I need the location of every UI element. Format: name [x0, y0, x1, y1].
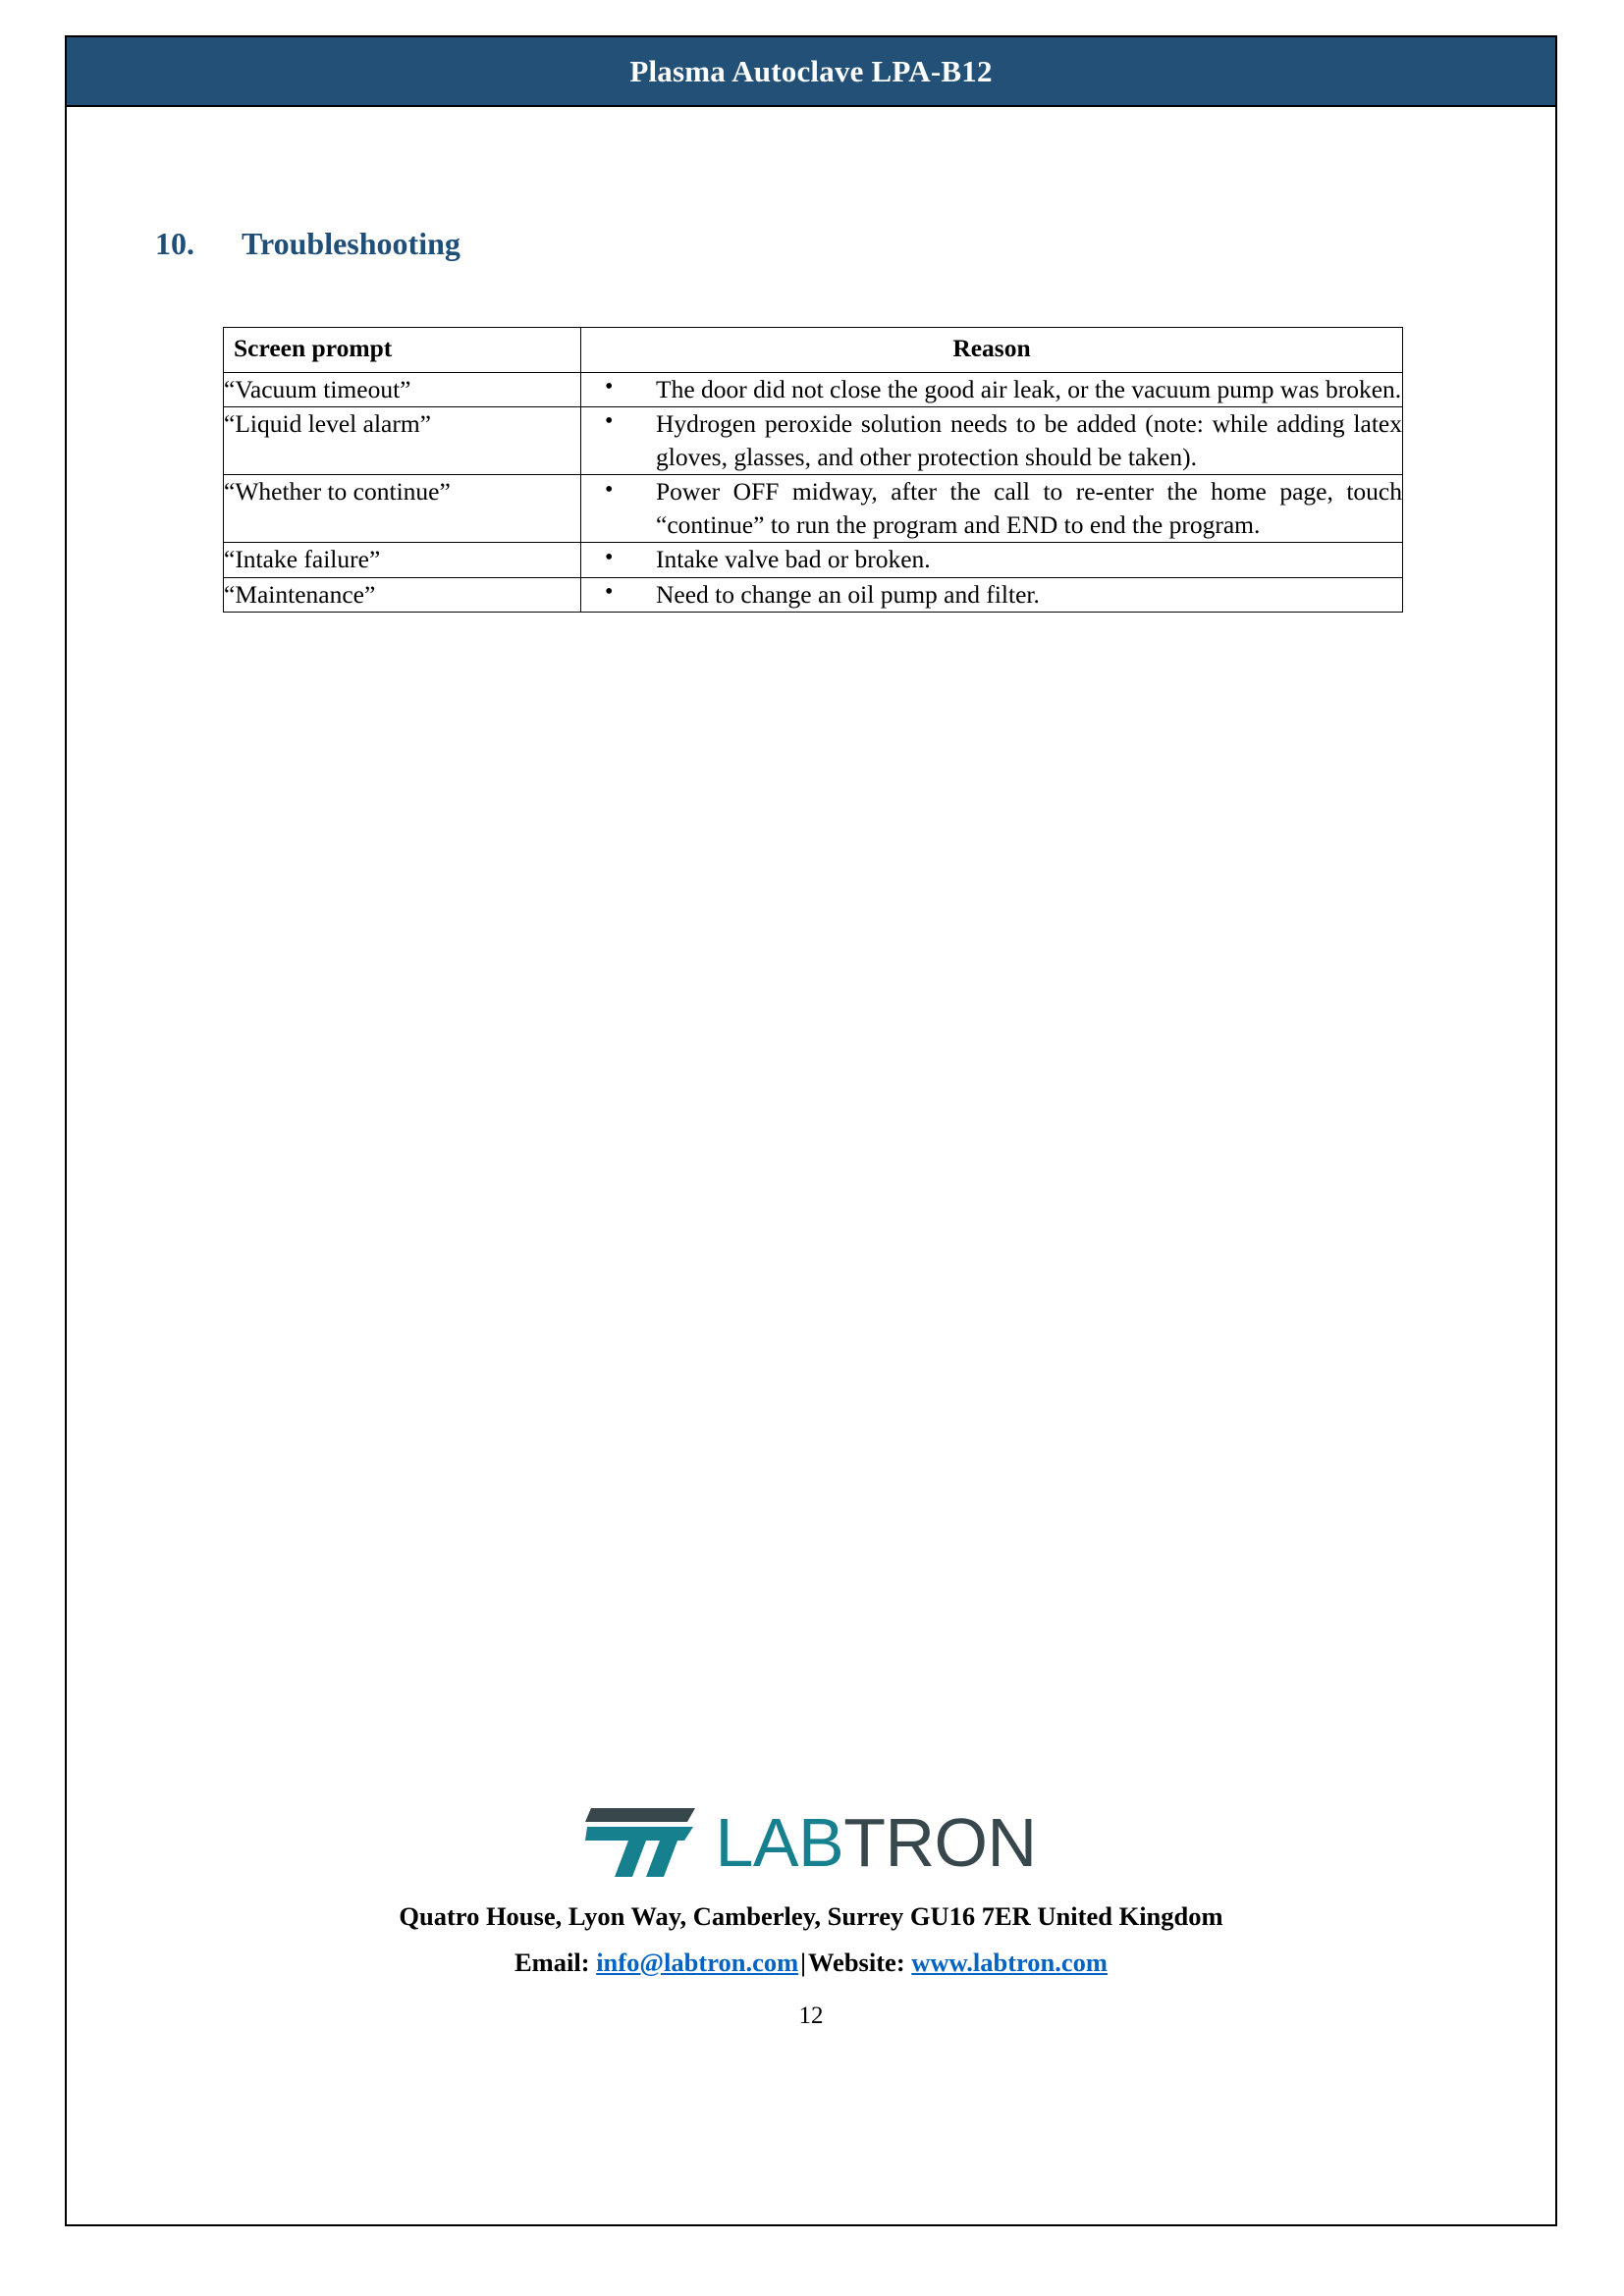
logo-text-tron: TRON — [843, 1804, 1037, 1881]
table-body — [224, 372, 1403, 612]
email-label: Email: — [514, 1947, 590, 1977]
reason-item: • Intake valve bad or broken. — [581, 543, 1402, 576]
page-content — [67, 107, 1555, 2224]
cell-reason — [581, 577, 1403, 612]
cell-reason — [581, 372, 1403, 406]
table-row — [224, 406, 1403, 474]
cell-screen-prompt: “Whether to continue” — [224, 475, 581, 543]
page-header-band — [67, 37, 1555, 107]
contact-separator: | — [800, 1947, 807, 1977]
reason-list — [581, 407, 1402, 474]
labtron-logo — [67, 1795, 1555, 1890]
reason-item: • Need to change an oil pump and filter. — [581, 578, 1402, 612]
logo-text-lab: LAB — [715, 1804, 844, 1881]
column-header-reason: Reason — [581, 328, 1403, 373]
page-footer — [67, 1795, 1555, 1981]
table-row — [224, 372, 1403, 406]
footer-address: Quatro House, Lyon Way, Camberley, Surrey GU16 7ER United Kingdom — [399, 1901, 1223, 1931]
cell-screen-prompt: “Vacuum timeout” — [224, 372, 581, 406]
cell-screen-prompt: “Liquid level alarm” — [224, 406, 581, 474]
table-header — [224, 328, 1403, 373]
section-title: Troubleshooting — [242, 226, 460, 261]
labtron-logo-wordmark — [715, 1804, 1037, 1881]
section-number: 10. — [155, 226, 194, 261]
cell-reason — [581, 406, 1403, 474]
email-link[interactable]: info@labtron.com — [596, 1947, 799, 1977]
reason-item: • Power OFF midway, after the call to re-enter the home page, touch “continue” to run the program and END to end the program. — [581, 475, 1402, 542]
table-header-row — [224, 328, 1403, 373]
reason-list — [581, 578, 1402, 612]
page-number: 12 — [798, 2002, 824, 2029]
section-heading — [155, 225, 460, 262]
cell-reason — [581, 543, 1403, 577]
document-page — [65, 35, 1557, 2226]
table-row — [224, 543, 1403, 577]
page-header-title: Plasma Autoclave LPA-B12 — [629, 54, 993, 88]
table-row — [224, 577, 1403, 612]
footer-contact-line — [67, 1946, 1555, 1981]
column-header-screen-prompt: Screen prompt — [224, 328, 581, 373]
website-label: Website: — [808, 1947, 905, 1977]
reason-item: • The door did not close the good air leak, or the vacuum pump was broken. — [581, 373, 1402, 406]
cell-screen-prompt: “Maintenance” — [224, 577, 581, 612]
cell-screen-prompt: “Intake failure” — [224, 543, 581, 577]
reason-list — [581, 373, 1402, 406]
labtron-logo-mark-icon — [585, 1806, 701, 1879]
reason-item: • Hydrogen peroxide solution needs to be added (note: while adding latex gloves, glasses, and other protection should be taken). — [581, 407, 1402, 474]
website-link[interactable]: www.labtron.com — [911, 1947, 1108, 1977]
troubleshooting-table — [223, 327, 1403, 613]
troubleshooting-table-wrapper — [223, 327, 1403, 613]
table-row — [224, 475, 1403, 543]
reason-list — [581, 475, 1402, 542]
cell-reason — [581, 475, 1403, 543]
reason-list — [581, 543, 1402, 576]
